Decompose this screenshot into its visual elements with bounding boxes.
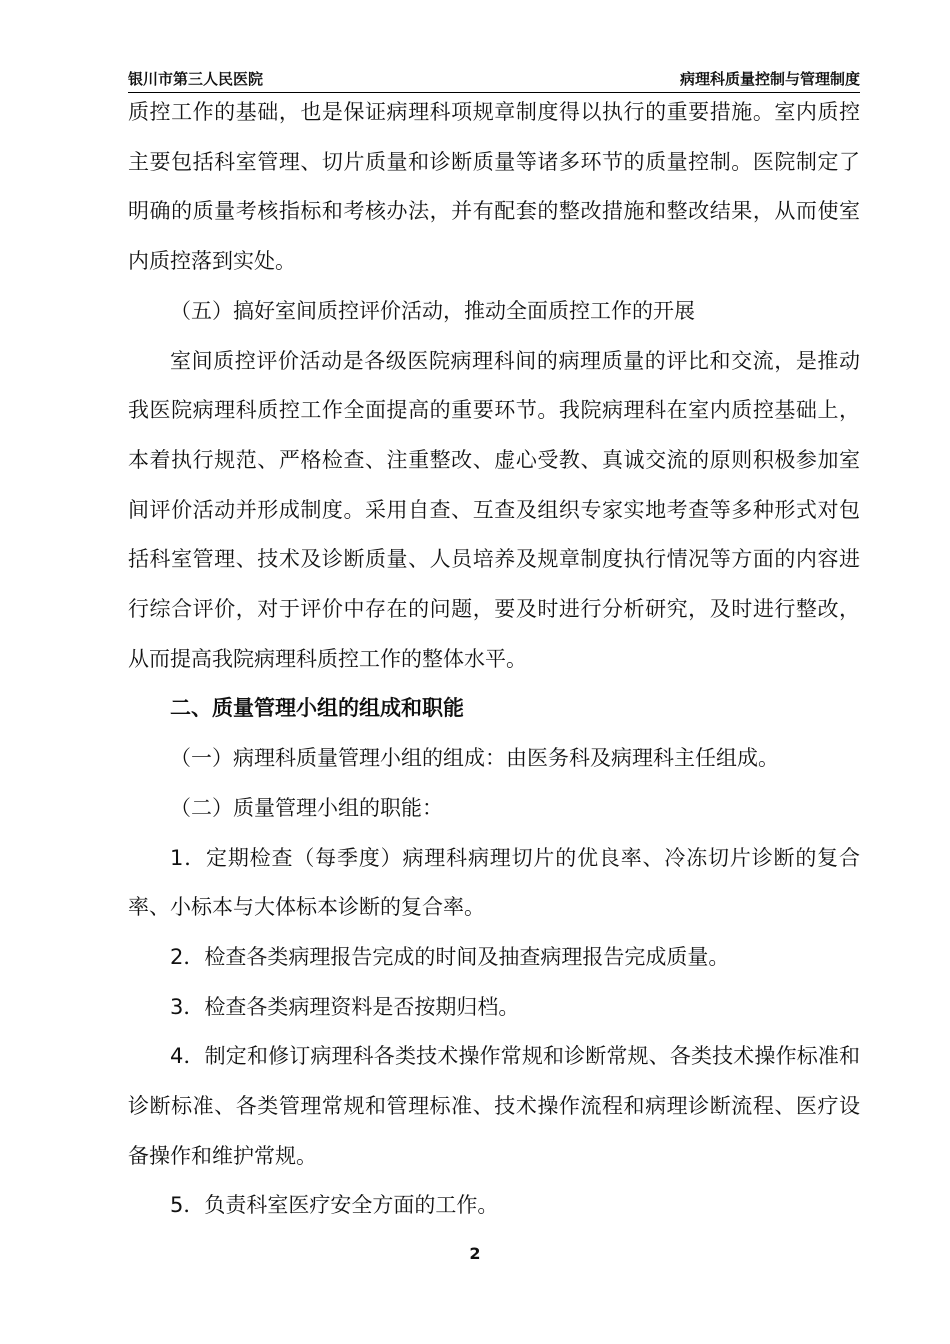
list-item-3: 3．检查各类病理资料是否按期归档。 bbox=[170, 994, 520, 1019]
document-body bbox=[128, 88, 860, 1231]
subsection-composition: （一）病理科质量管理小组的组成：由医务科及病理科主任组成。 bbox=[170, 746, 779, 771]
header-hospital-name: 银川市第三人民医院 bbox=[128, 70, 264, 88]
paragraph-continuation: 质控工作的基础，也是保证病理科项规章制度得以执行的重要措施。室内质控主要包括科室管理、切片质量和诊断质量等诸多环节的质量控制。医院制定了明确的质量考核指标和考核办法，并有配套的整改措施和整改结果，从而使室内质控落到实处。 bbox=[128, 100, 860, 274]
list-item-4: 4．制定和修订病理科各类技术操作常规和诊断常规、各类技术操作标准和诊断标准、各类管理常规和管理标准、技术操作流程和病理诊断流程、医疗设备操作和维护常规。 bbox=[128, 1044, 860, 1168]
subsection-heading-5: （五）搞好室间质控评价活动，推动全面质控工作的开展 bbox=[170, 298, 695, 323]
page-number: 2 bbox=[469, 1244, 481, 1263]
list-item-2: 2．检查各类病理报告完成的时间及抽查病理报告完成质量。 bbox=[170, 944, 730, 969]
list-item-1: 1．定期检查（每季度）病理科病理切片的优良率、冷冻切片诊断的复合率、小标本与大体标本诊断的复合率。 bbox=[128, 845, 860, 920]
paragraph-interlab-qc: 室间质控评价活动是各级医院病理科间的病理质量的评比和交流，是推动我医院病理科质控工作全面提高的重要环节。我院病理科在室内质控基础上，本着执行规范、严格检查、注重整改、虚心受教、真诚交流的原则积极参加室间评价活动并形成制度。采用自查、互查及组织专家实地考查等多种形式对包括科室管理、技术及诊断质量、人员培养及规章制度执行情况等方面的内容进行综合评价，对于评价中存在的问题，要及时进行分析研究，及时进行整改，从而提高我院病理科质控工作的整体水平。 bbox=[128, 348, 860, 671]
section-heading-2: 二、质量管理小组的组成和职能 bbox=[170, 696, 464, 721]
subsection-functions: （二）质量管理小组的职能： bbox=[170, 795, 443, 820]
list-item-5: 5．负责科室医疗安全方面的工作。 bbox=[170, 1193, 499, 1218]
header-document-title: 病理科质量控制与管理制度 bbox=[679, 70, 860, 88]
